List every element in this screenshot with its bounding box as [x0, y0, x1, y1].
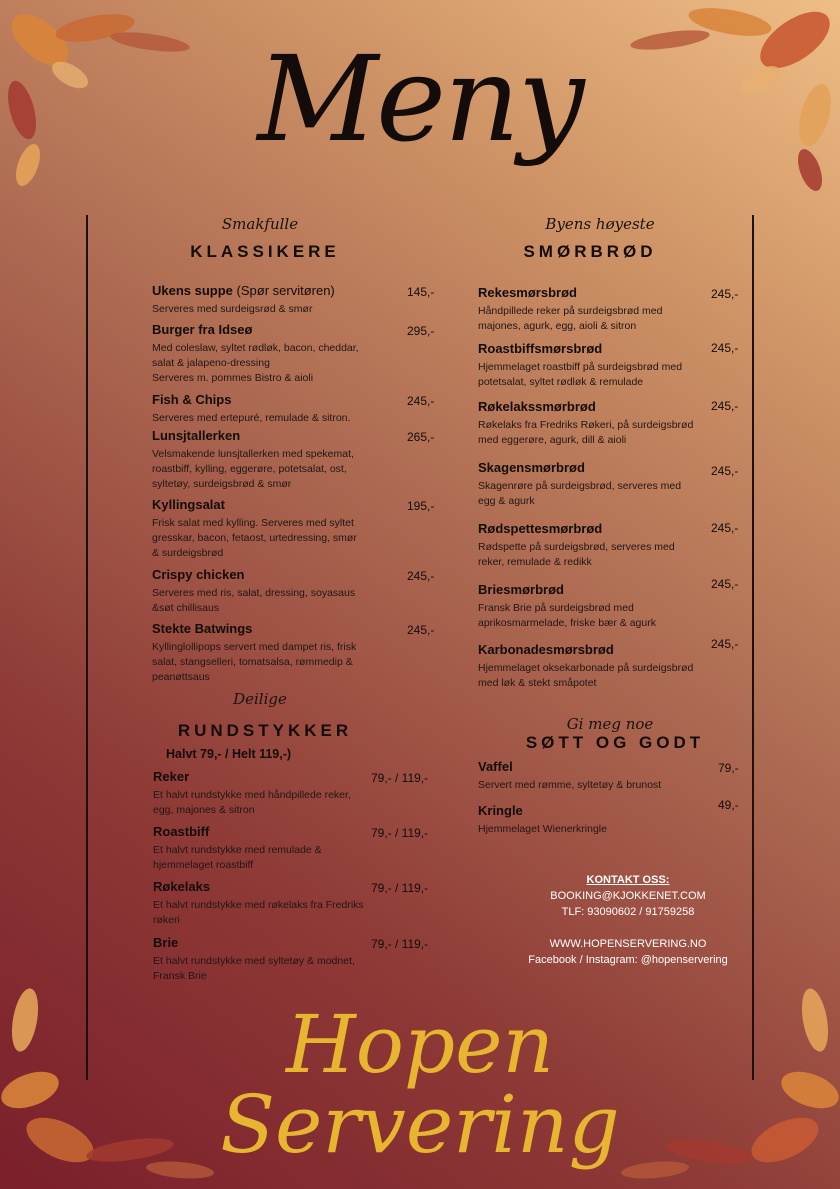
menu-item-description-line: Røkelaks fra Fredriks Røkeri, på surdeigsbrød: [478, 419, 694, 431]
menu-item-title: Rekesmørsbrød: [478, 285, 577, 300]
menu-item: [478, 577, 768, 631]
menu-item-description-line: aprikosmarmelade, friske bær & agurk: [478, 617, 656, 629]
menu-item-price: 245,-: [711, 341, 739, 355]
menu-item-title: Røkelakssmørbrød: [478, 399, 596, 414]
menu-item-description-line: Fransk Brie på surdeigsbrød med: [478, 602, 634, 614]
menu-item: [153, 935, 443, 984]
menu-item-description: [153, 843, 443, 873]
menu-item-name: [152, 497, 442, 512]
menu-item-price: 49,-: [718, 798, 739, 812]
smorbrod-subheading: Byens høyeste: [545, 215, 655, 233]
menu-item-description: [478, 540, 768, 570]
menu-item-description-line: Serveres med ris, salat, dressing, soyasaus: [152, 587, 356, 599]
menu-item-note: (Spør servitøren): [232, 283, 335, 298]
menu-item: [153, 879, 443, 928]
menu-item-price: 245,-: [407, 623, 435, 637]
menu-item-description-line: Hjemmelaget oksekarbonade på surdeigsbrød: [478, 662, 694, 674]
menu-item-title: Kringle: [478, 803, 523, 818]
menu-item-description: [478, 304, 768, 334]
menu-item-description-line: peanøttsaus: [152, 671, 210, 683]
menu-item-description-line: røkeri: [153, 914, 180, 926]
menu-item-description-line: med løk & stekt småpotet: [478, 677, 597, 689]
menu-item-price: 245,-: [407, 394, 435, 408]
menu-item-name: [152, 392, 442, 407]
menu-item-description-line: Velsmakende lunsjtallerken med spekemat,: [152, 448, 354, 460]
leaf-decoration-top-left-icon: [0, 0, 200, 210]
menu-item-description: [152, 411, 442, 426]
menu-item-description-line: Med coleslaw, syltet rødløk, bacon, cheddar,: [152, 342, 359, 354]
menu-item-price: 245,-: [407, 569, 435, 583]
menu-item-description-line: &søt chillisaus: [152, 602, 220, 614]
menu-item-price: 79,- / 119,-: [371, 881, 429, 895]
menu-item-description-line: Et halvt rundstykke med remulade &: [153, 844, 322, 856]
menu-item-description: [478, 601, 768, 631]
leaf-decoration-top-right-icon: [610, 0, 840, 210]
menu-item-description-line: gresskar, bacon, fetaost, urtedressing, smør: [152, 532, 357, 544]
menu-item-name: [152, 428, 442, 443]
menu-item-description-line: Et halvt rundstykke med håndpillede reker,: [153, 789, 351, 801]
contact-phone[interactable]: TLF: 93090602 / 91759258: [561, 906, 695, 918]
sott-heading: SØTT OG GODT: [525, 733, 705, 752]
contact-website[interactable]: WWW.HOPENSERVERING.NO: [549, 938, 707, 950]
menu-item-price: 79,- / 119,-: [371, 826, 429, 840]
menu-item-title: Vaffel: [478, 759, 513, 774]
menu-item-title: Kyllingsalat: [152, 497, 225, 512]
menu-item: [478, 759, 768, 793]
menu-item-title: Burger fra Idseø: [152, 322, 253, 337]
menu-item-title: Lunsjtallerken: [152, 428, 241, 443]
menu-item-description-line: & surdeigsbrød: [152, 547, 224, 559]
menu-item-description: [153, 788, 443, 818]
menu-item-description-line: salat, stangselleri, tomatsalsa, rømmedip &: [152, 656, 353, 668]
menu-item-description-line: Fransk Brie: [153, 970, 207, 982]
menu-item-description-line: Rødspette på surdeigsbrød, serveres med: [478, 541, 675, 553]
menu-item-description-line: salat & jalapeno-dressing: [152, 357, 270, 369]
menu-item-title: Røkelaks: [153, 879, 211, 894]
menu-item: [478, 285, 768, 334]
contact-social[interactable]: Facebook / Instagram: @hopenservering: [528, 954, 728, 966]
menu-item-title: Roastbiff: [153, 824, 210, 839]
menu-item: [478, 798, 768, 837]
menu-item-description: [152, 341, 442, 386]
menu-item-description-line: Et halvt rundstykke med røkelaks fra Fredriks: [153, 899, 364, 911]
sott-subheading: Gi meg noe: [566, 715, 654, 733]
menu-item-price: 295,-: [407, 324, 435, 338]
menu-item-name: [152, 322, 442, 337]
menu-item: [152, 621, 442, 685]
menu-item: [478, 460, 768, 509]
menu-item-description-line: Serveres med ertepuré, remulade & sitron.: [152, 412, 351, 424]
menu-item: [152, 497, 442, 561]
menu-item-price: 79,-: [718, 761, 739, 775]
contact-email[interactable]: BOOKING@KJOKKENET.COM: [550, 890, 706, 902]
menu-item-description: [152, 640, 442, 685]
menu-item-description: [478, 661, 768, 691]
menu-item-description-line: reker, remulade & redikk: [478, 556, 592, 568]
menu-item-title: Briesmørbrød: [478, 582, 564, 597]
menu-item-description-line: Servert med rømme, syltetøy & brunost: [478, 779, 662, 791]
menu-item-title: Roastbiffsmørsbrød: [478, 341, 603, 356]
menu-item-price: 245,-: [711, 577, 739, 591]
menu-item-description: [153, 954, 443, 984]
menu-item-name: [152, 567, 442, 582]
menu-item-description-line: egg, majones & sitron: [153, 804, 255, 816]
menu-item-title: Reker: [153, 769, 190, 784]
menu-item-description-line: potetsalat, syltet rødløk & remulade: [478, 376, 644, 388]
menu-item-description-line: hjemmelaget roastbiff: [153, 859, 254, 871]
menu-item-name: [152, 621, 442, 636]
menu-item-description: [153, 898, 443, 928]
rundstykker-price-note: Halvt 79,- / Helt 119,-): [166, 747, 292, 761]
menu-item: [152, 322, 442, 386]
menu-item: [152, 428, 442, 492]
menu-item: [478, 399, 768, 448]
menu-item-title: Karbonadesmørsbrød: [478, 642, 614, 657]
menu-item-description: [478, 822, 768, 837]
menu-item-price: 145,-: [407, 285, 435, 299]
menu-item-description-line: majones, agurk, egg, aioli & sitron: [478, 320, 637, 332]
menu-item-description-line: Frisk salat med kylling. Serveres med syltet: [152, 517, 354, 529]
menu-item-description-line: Serveres m. pommes Bistro & aioli: [152, 372, 314, 384]
menu-item-price: 245,-: [711, 399, 739, 413]
menu-item-description-line: Serveres med surdeigsrød & smør: [152, 303, 313, 315]
menu-item-title: Crispy chicken: [152, 567, 245, 582]
menu-item-price: 245,-: [711, 287, 739, 301]
klassikere-heading: KLASSIKERE: [190, 242, 340, 261]
menu-item-description-line: med eggerøre, agurk, dill & aioli: [478, 434, 627, 446]
menu-item: [152, 567, 442, 616]
menu-item-description-line: roastbiff, kylling, eggerøre, potetsalat, ost,: [152, 463, 347, 475]
rundstykker-subheading: Deilige: [233, 690, 287, 708]
menu-item-description: [152, 516, 442, 561]
menu-item-price: 245,-: [711, 637, 739, 651]
menu-item-description: [152, 586, 442, 616]
menu-item-description: [478, 479, 768, 509]
menu-item-description-line: Hjemmelaget Wienerkringle: [478, 823, 607, 835]
menu-item-description-line: syltetøy, surdeigsbrød & smør: [152, 478, 292, 490]
menu-item: [153, 824, 443, 873]
menu-item-title: Stekte Batwings: [152, 621, 253, 636]
menu-item-title: Skagensmørbrød: [478, 460, 585, 475]
menu-item-title: Ukens suppe: [152, 283, 233, 298]
menu-item-title: Brie: [153, 935, 179, 950]
menu-item-title: Fish & Chips: [152, 392, 232, 407]
menu-item: [152, 283, 442, 317]
smorbrod-heading: SMØRBRØD: [523, 242, 657, 261]
menu-item-price: 265,-: [407, 430, 435, 444]
menu-item-price: 245,-: [711, 521, 739, 535]
menu-item-description-line: Håndpillede reker på surdeigsbrød med: [478, 305, 663, 317]
menu-title: Meny: [257, 30, 583, 168]
menu-item-description-line: Et halvt rundstykke med syltetøy & modnet,: [153, 955, 355, 967]
rundstykker-heading: RUNDSTYKKER: [177, 721, 353, 740]
menu-item-description-line: Kyllinglollipops servert med dampet ris, frisk: [152, 641, 357, 653]
menu-item-description: [478, 778, 768, 793]
menu-item-description: [152, 447, 442, 492]
menu-item-description-line: Skagenrøre på surdeigsbrød, serveres med: [478, 480, 682, 492]
menu-item-price: 245,-: [711, 464, 739, 478]
menu-item: [478, 521, 768, 570]
menu-item-price: 79,- / 119,-: [371, 937, 429, 951]
menu-item-description: [152, 302, 442, 317]
menu-item-description: [478, 418, 768, 448]
menu-item-description: [478, 360, 768, 390]
menu-item-title: Rødspettesmørbrød: [478, 521, 603, 536]
left-border-line: [86, 215, 88, 1080]
menu-item-description-line: egg & agurk: [478, 495, 535, 507]
contact-title: KONTAKT OSS:: [586, 874, 670, 886]
contact-block: [478, 872, 778, 968]
menu-item: [153, 769, 443, 818]
menu-item: [478, 637, 768, 691]
brand-name: Hopen Servering: [220, 998, 620, 1171]
menu-item-description-line: Hjemmelaget roastbiff på surdeigsbrød med: [478, 361, 683, 373]
menu-item-name: [152, 283, 442, 298]
menu-item-price: 195,-: [407, 499, 435, 513]
menu-item: [478, 341, 768, 390]
menu-item-price: 79,- / 119,-: [371, 771, 429, 785]
menu-item: [152, 392, 442, 426]
klassikere-subheading: Smakfulle: [221, 215, 299, 233]
